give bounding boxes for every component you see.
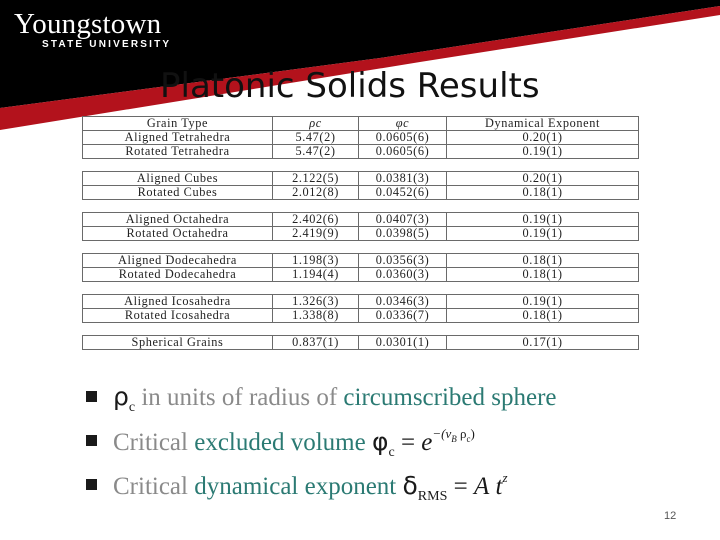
cell-phi-c: 0.0605(6) <box>359 131 447 145</box>
slide-title: Platonic Solids Results <box>160 66 540 106</box>
cell-exponent: 0.18(1) <box>447 268 639 282</box>
table-group-gap <box>83 159 639 172</box>
bullet-teal-text: circumscribed sphere <box>343 384 557 411</box>
table-row <box>83 254 639 268</box>
bullet-grey-text: Critical <box>113 473 188 500</box>
table-row <box>83 295 639 309</box>
a-symbol: A <box>473 473 490 500</box>
phi-symbol: φ <box>371 427 389 456</box>
e-symbol: e <box>421 429 433 456</box>
bullet-grey-text: in units of radius of <box>141 384 338 411</box>
bullet-square-icon <box>86 435 97 446</box>
cell-exponent: 0.18(1) <box>447 186 639 200</box>
cell-rho-c: 1.338(8) <box>273 309 359 323</box>
cell-phi-c: 0.0407(3) <box>359 213 447 227</box>
bullet-teal-text: excluded volume <box>194 429 366 456</box>
cell-exponent: 0.18(1) <box>447 309 639 323</box>
table-row <box>83 145 639 159</box>
cell-grain-type: Aligned Icosahedra <box>83 295 273 309</box>
delta-symbol: δ <box>402 471 418 500</box>
table-header-row <box>83 117 639 131</box>
table-row <box>83 172 639 186</box>
cell-exponent: 0.19(1) <box>447 213 639 227</box>
cell-grain-type: Aligned Dodecahedra <box>83 254 273 268</box>
cell-exponent: 0.20(1) <box>447 131 639 145</box>
bullet-list <box>86 378 686 510</box>
cell-grain-type: Spherical Grains <box>83 336 273 350</box>
bullet-text <box>113 382 557 416</box>
cell-rho-c: 1.194(4) <box>273 268 359 282</box>
cell-grain-type: Rotated Dodecahedra <box>83 268 273 282</box>
cell-exponent: 0.19(1) <box>447 145 639 159</box>
t-symbol: t <box>495 473 503 500</box>
cell-grain-type: Aligned Cubes <box>83 172 273 186</box>
exponent-vb-subscript: B <box>451 434 457 444</box>
cell-rho-c: 2.122(5) <box>273 172 359 186</box>
table-group-gap <box>83 241 639 254</box>
exponent-close: ) <box>470 426 475 441</box>
cell-phi-c: 0.0346(3) <box>359 295 447 309</box>
results-table-image <box>82 116 638 369</box>
bullet-square-icon <box>86 479 97 490</box>
cell-phi-c: 0.0605(6) <box>359 145 447 159</box>
cell-exponent: 0.19(1) <box>447 295 639 309</box>
university-logo-subtitle: STATE UNIVERSITY <box>42 39 172 50</box>
cell-rho-c: 0.837(1) <box>273 336 359 350</box>
bullet-item-dynamical-exponent <box>86 466 686 510</box>
cell-grain-type: Aligned Tetrahedra <box>83 131 273 145</box>
bullet-text <box>113 470 508 505</box>
cell-exponent: 0.18(1) <box>447 254 639 268</box>
cell-phi-c: 0.0452(6) <box>359 186 447 200</box>
cell-grain-type: Rotated Cubes <box>83 186 273 200</box>
cell-rho-c: 5.47(2) <box>273 131 359 145</box>
page-number: 12 <box>664 510 677 522</box>
bullet-square-icon <box>86 391 97 402</box>
cell-grain-type: Rotated Icosahedra <box>83 309 273 323</box>
header-rho-c: ρc <box>273 117 359 131</box>
cell-exponent: 0.17(1) <box>447 336 639 350</box>
table-row <box>83 131 639 145</box>
cell-phi-c: 0.0336(7) <box>359 309 447 323</box>
table-group-gap <box>83 200 639 213</box>
cell-grain-type: Rotated Tetrahedra <box>83 145 273 159</box>
cell-phi-c: 0.0301(1) <box>359 336 447 350</box>
table-row <box>83 213 639 227</box>
table-row <box>83 186 639 200</box>
cell-phi-c: 0.0360(3) <box>359 268 447 282</box>
rho-subscript: c <box>128 400 136 415</box>
header-grain-type: Grain Type <box>83 117 273 131</box>
bullet-grey-text: Critical <box>113 429 188 456</box>
bullet-item-rho <box>86 378 686 422</box>
cell-phi-c: 0.0398(5) <box>359 227 447 241</box>
exponent-rho: ρ <box>456 426 467 441</box>
cell-rho-c: 1.198(3) <box>273 254 359 268</box>
header-phi-c: φc <box>359 117 447 131</box>
cell-phi-c: 0.0356(3) <box>359 254 447 268</box>
table-row <box>83 309 639 323</box>
bullet-text <box>113 426 475 461</box>
cell-exponent: 0.19(1) <box>447 227 639 241</box>
bullet-teal-text: dynamical exponent <box>194 473 397 500</box>
exponent-rho-subscript: c <box>466 434 471 444</box>
cell-rho-c: 2.402(6) <box>273 213 359 227</box>
cell-rho-c: 5.47(2) <box>273 145 359 159</box>
exponent-open: −(v <box>432 426 452 441</box>
table-row <box>83 268 639 282</box>
table-group-gap <box>83 282 639 295</box>
table-row <box>83 336 639 350</box>
equals-sign: = <box>453 473 468 500</box>
cell-rho-c: 1.326(3) <box>273 295 359 309</box>
table-group-gap <box>83 323 639 336</box>
equals-sign: = <box>400 429 416 456</box>
cell-phi-c: 0.0381(3) <box>359 172 447 186</box>
cell-exponent: 0.20(1) <box>447 172 639 186</box>
delta-subscript: RMS <box>417 489 448 504</box>
cell-grain-type: Aligned Octahedra <box>83 213 273 227</box>
university-logo-wordmark: Youngstown <box>14 8 162 40</box>
phi-subscript: c <box>388 445 395 460</box>
z-superscript: z <box>502 470 508 485</box>
table-row <box>83 227 639 241</box>
cell-rho-c: 2.419(9) <box>273 227 359 241</box>
bullet-item-excluded-volume <box>86 422 686 466</box>
rho-symbol: ρ <box>113 382 129 411</box>
results-table <box>82 116 639 350</box>
header-dynamical-exponent: Dynamical Exponent <box>447 117 639 131</box>
cell-rho-c: 2.012(8) <box>273 186 359 200</box>
cell-grain-type: Rotated Octahedra <box>83 227 273 241</box>
